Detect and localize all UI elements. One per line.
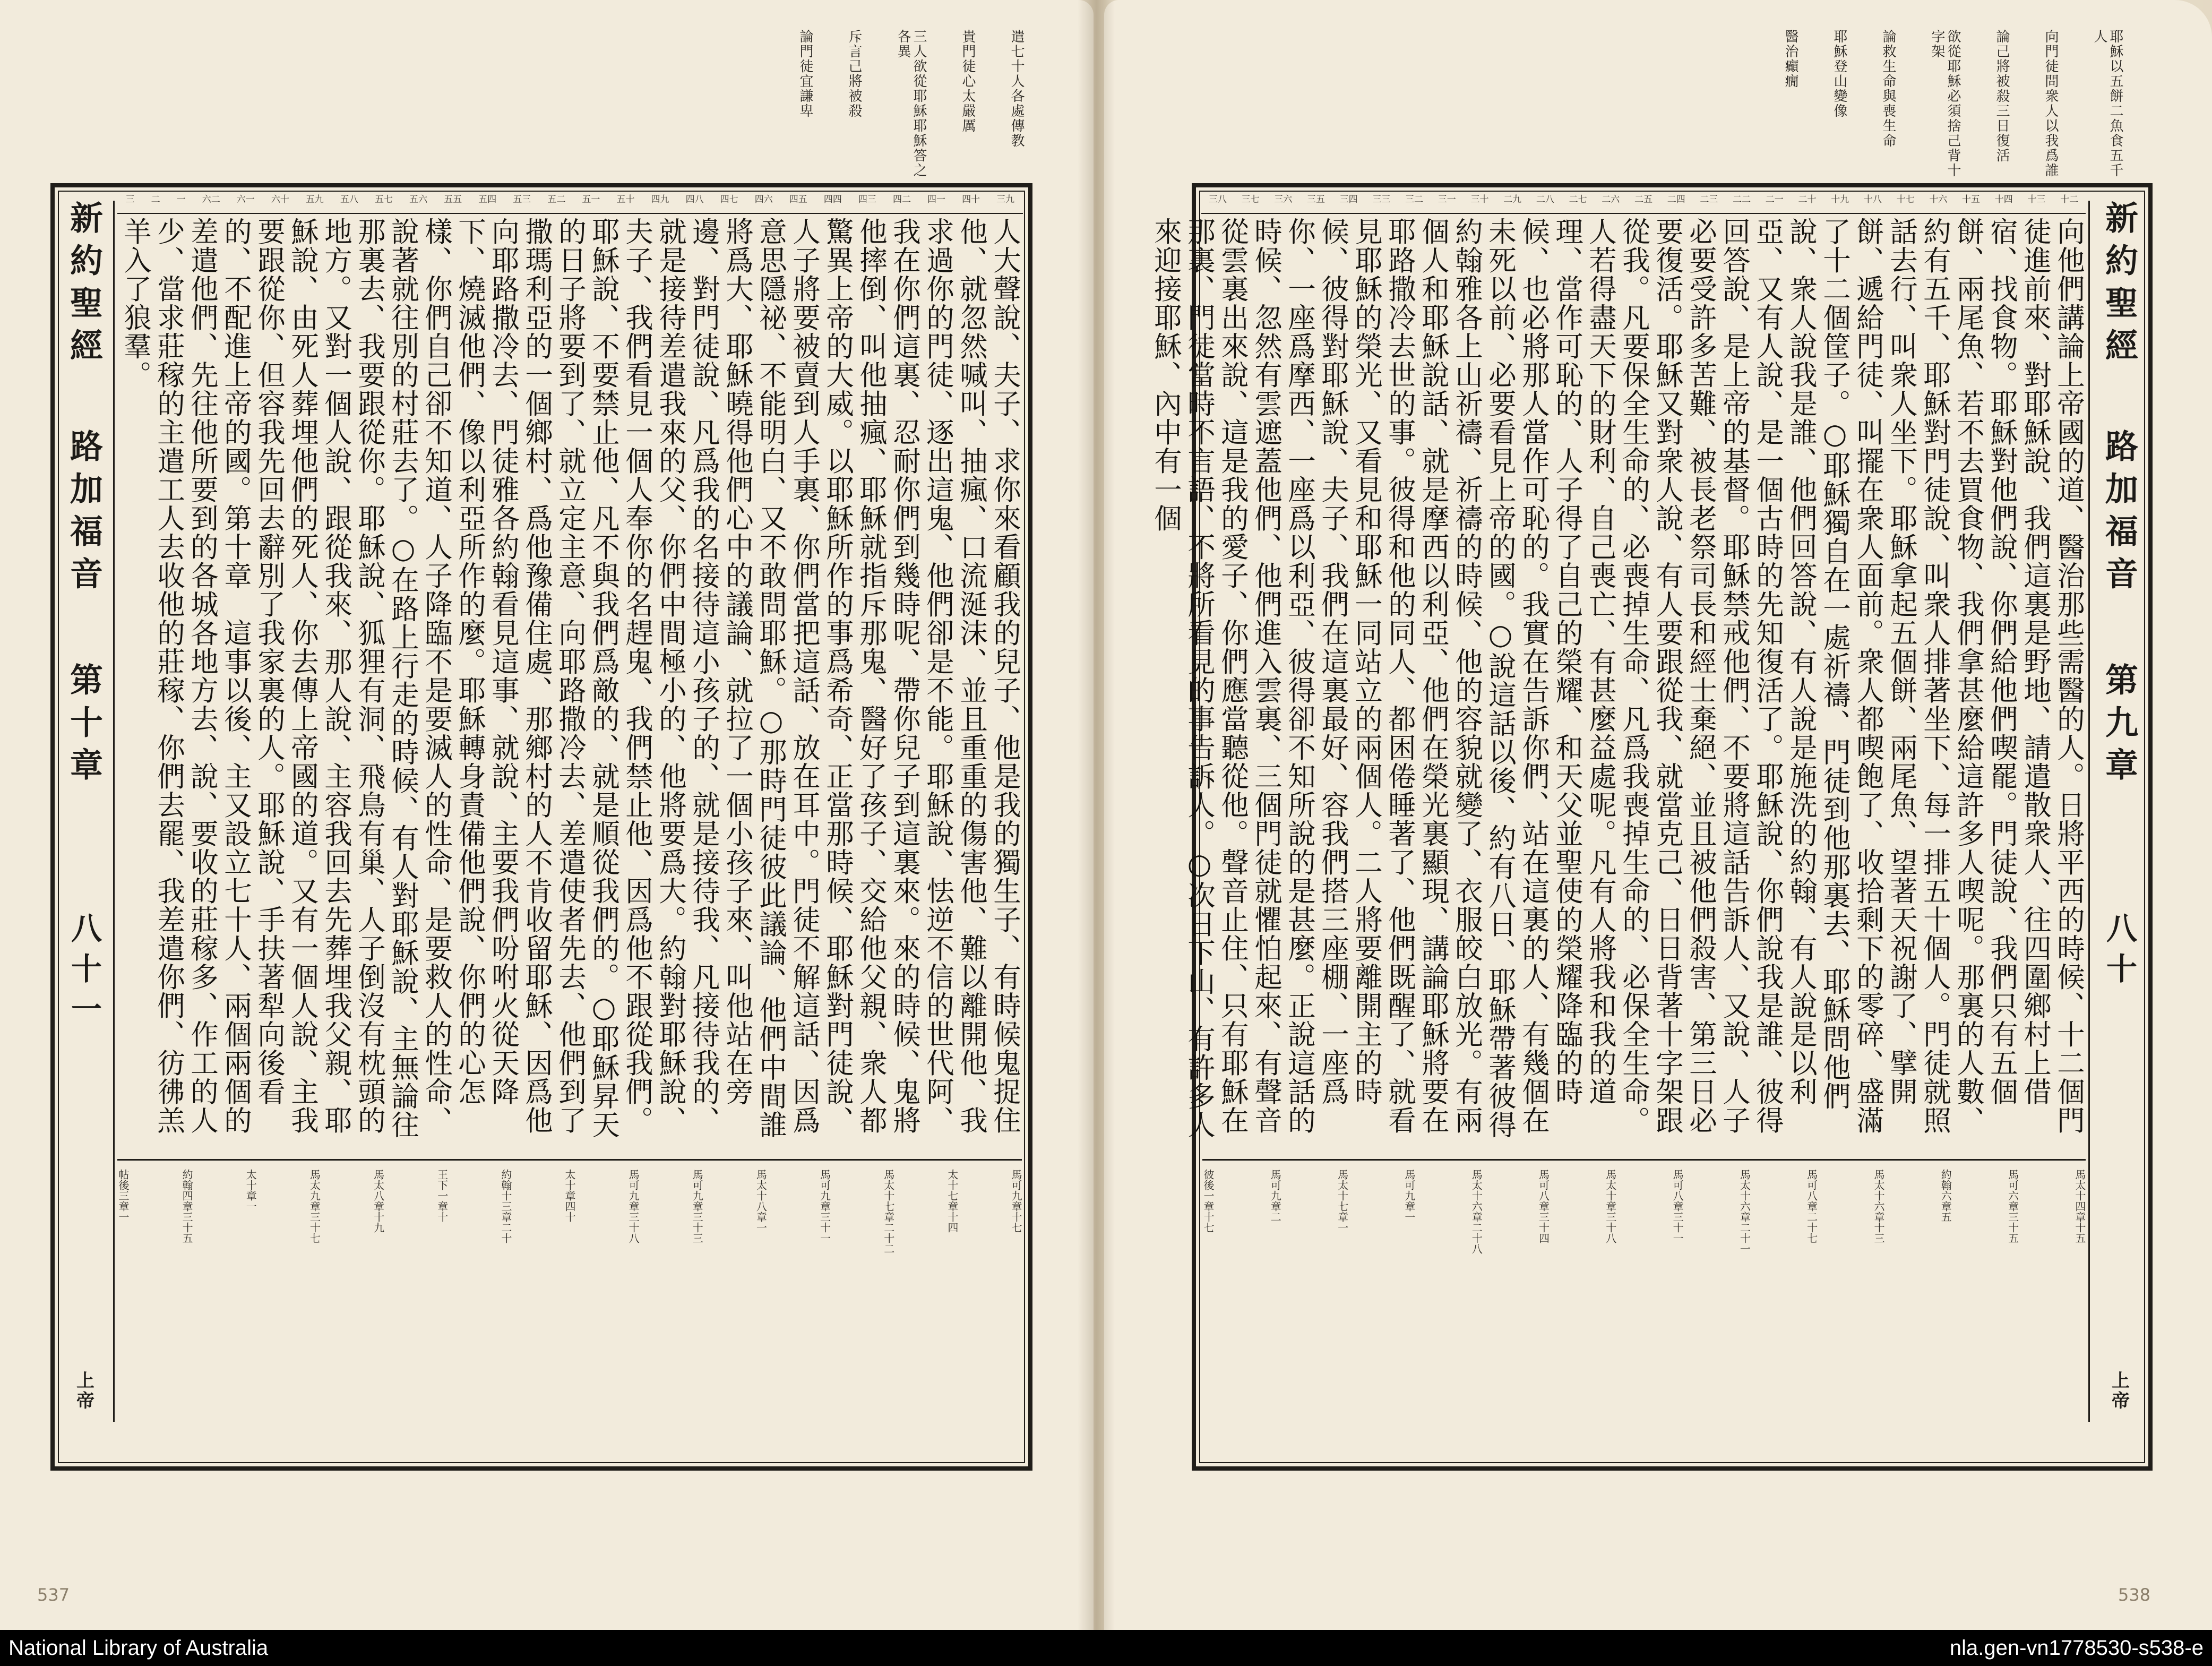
verse-number: 三一 <box>1438 194 1456 205</box>
verse-number: 十二 <box>2060 194 2079 205</box>
verse-number: 十五 <box>1962 194 1981 205</box>
cross-reference: 王下一章十 <box>435 1169 449 1222</box>
verse-number: 二八 <box>1536 194 1554 205</box>
cross-reference: 約翰六章五 <box>1939 1169 1952 1222</box>
marginal-note: 欲從耶穌必須捨己背十字架 <box>1929 29 1961 178</box>
page-number: 八十 <box>2101 912 2137 993</box>
chapter-title: 第九章 <box>2099 663 2139 790</box>
marginal-note: 論救生命與喪生命 <box>1880 29 1896 148</box>
verse-number: 二十 <box>1798 194 1817 205</box>
verse-number-strip <box>1201 192 2086 214</box>
verse-number: 五一 <box>582 194 600 205</box>
viewer-footer-bar <box>0 1630 2212 1666</box>
cross-reference: 太十七章十四 <box>945 1169 959 1233</box>
cross-reference: 太十章一 <box>244 1169 257 1212</box>
verse-number: 四二 <box>892 194 911 205</box>
verse-number: 十三 <box>2027 194 2046 205</box>
cross-ref-label: 上帝 <box>2108 1371 2130 1411</box>
gospel-title: 路加福音 <box>64 429 104 599</box>
image-identifier: nla.gen-vn1778530-s538-e <box>1949 1636 2204 1660</box>
verse-number: 二 <box>151 194 160 205</box>
verse-number: 五五 <box>444 194 462 205</box>
cross-reference: 約翰十三章二十 <box>499 1169 512 1243</box>
cross-reference: 馬太十七章一 <box>1336 1169 1349 1233</box>
marginal-note: 論己將被殺三日復活 <box>1994 29 2010 163</box>
verse-number: 二一 <box>1765 194 1784 205</box>
verse-number: 十七 <box>1896 194 1915 205</box>
cross-reference: 馬可九章三十三 <box>691 1169 704 1243</box>
cross-reference-strip <box>117 1159 1022 1462</box>
marginal-note: 遣七十人各處傳教 <box>1009 29 1025 148</box>
verse-number: 二三 <box>1700 194 1718 205</box>
verse-number-strip <box>117 192 1023 214</box>
cross-reference: 馬可九章十七 <box>1009 1169 1022 1233</box>
verse-number: 二六 <box>1602 194 1620 205</box>
verse-number: 四四 <box>823 194 842 205</box>
cross-reference: 馬太十八章一 <box>754 1169 768 1233</box>
left-text-frame <box>50 183 1032 1471</box>
cross-reference: 馬可九章三十一 <box>818 1169 831 1243</box>
cross-reference: 馬太八章十九 <box>372 1169 385 1233</box>
verse-number: 二二 <box>1733 194 1751 205</box>
verse-number: 四五 <box>789 194 807 205</box>
cross-reference: 太十章四十 <box>563 1169 576 1222</box>
cross-reference: 馬太十四章十五 <box>2073 1169 2086 1243</box>
cross-reference: 馬太十七章二十二 <box>882 1169 895 1254</box>
book-title: 新約聖經 <box>64 201 104 371</box>
cross-reference: 馬太十六章二十一 <box>1738 1169 1751 1254</box>
verse-number: 四十 <box>962 194 980 205</box>
cross-reference: 馬可九章三十八 <box>627 1169 640 1243</box>
verse-number: 三十 <box>1470 194 1489 205</box>
cross-reference: 馬可六章三十五 <box>2006 1169 2019 1243</box>
book-title: 新約聖經 <box>2099 201 2139 371</box>
right-marginal-notes <box>1221 29 2123 178</box>
marginal-note: 三人欲從耶穌耶穌答之各異 <box>895 29 927 178</box>
verse-number: 六十 <box>271 194 289 205</box>
right-folio-number: 538 <box>2118 1585 2151 1605</box>
verse-number: 五三 <box>513 194 531 205</box>
cross-reference-strip <box>1202 1159 2086 1462</box>
left-folio-number: 537 <box>37 1585 70 1605</box>
page-number: 八十一 <box>66 912 102 1033</box>
verse-number: 五十 <box>616 194 635 205</box>
right-scripture-text: 向他們講論上帝國的道、醫治那些需醫的人。日將平西的時候、十二個門徒進前來、對耶穌說、我們這裏是野地、請遣散衆人、往四圍鄉村上借宿、找食物。耶穌對他們說、你們給他們喫罷。門徒說、我們只有五個餅、兩尾魚、若不去買食物、我們拿甚麼給這許多人喫呢。那裏的人數、約有五千、耶穌對門徒說、叫衆人排著坐下、每一排五十個人。門徒就照話去行、叫衆人坐下。耶穌拿起五個餅、兩尾魚、望著天祝謝了、擘開餅、遞給門徒、叫擺在衆人面前。衆人都喫飽了、收拾剩下的零碎、盛滿了十二個筐子。○耶穌獨自在一處祈禱、門徒到他那裏去、耶穌問他們說、衆人說我是誰、他們回答說、有人說是施洗的約翰、有人說是以利亞、又有人說、是一個古時的先知復活了。耶穌說、你們說我是誰、彼得回答說、是上帝的基督。耶穌禁戒他們、不要將這話告訴人、又說、人子必要受許多苦難、被長老祭司長和經士棄絕、並且被他們殺害、第三日必要復活。耶穌又對衆人說、有人要跟從我、就當克己、日日背著十字架跟從我。凡要保全生命的、必喪掉生命、凡爲我喪掉生命的、必保全生命。人若得盡天下的財利、自己喪亡、有甚麼益處呢。凡有人將我和我的道理、當作可恥的、人子得了自己的榮耀、和天父並聖使的榮耀降臨的時候、也必將那人當作可恥的。我實在告訴你們、站在這裏的人、有幾個在未死以前、必要看見上帝的國。○說這話以後、約有八日、耶穌帶著彼得約翰雅各上山祈禱、祈禱的時候、他的容貌就變了、衣服皎白放光。有兩個人和耶穌說話、就是摩西以利亞、他們在榮光裏顯現、講論耶穌將要在耶路撒冷去世的事。彼得和他的同人、都困倦睡著了、他們既醒了、就看見耶穌的榮光、又看見和耶穌一同站立的兩個人。二人將要離開主的時候、彼得對耶穌說、夫子、我們在這裏最好、容我們搭三座棚、一座爲你、一座爲摩西、一座爲以利亞、彼得卻不知所說的是甚麼。正說這話的時候、忽然有雲遮蓋他們、他們進入雲裏、三個門徒就懼怕起來、有聲音從雲裏出來說、這是我的愛子、你們應當聽從他。聲音止住、只有耶穌在那裏、門徒當時不言語、不將所看見的事告訴人。○次日下山、有許多人來迎接耶穌、內中有一個 <box>1150 217 2085 1139</box>
left-marginal-notes <box>175 29 1025 178</box>
cross-ref-label: 上帝 <box>73 1371 94 1411</box>
marginal-note: 耶穌登山變像 <box>1831 29 1847 118</box>
marginal-note: 耶穌以五餅二魚食五千人 <box>2091 29 2123 178</box>
verse-number: 三四 <box>1339 194 1358 205</box>
verse-number: 二五 <box>1634 194 1652 205</box>
marginal-note: 斥言己將被殺 <box>846 29 862 118</box>
cross-reference: 馬可八章三十四 <box>1537 1169 1550 1243</box>
right-running-head <box>2088 201 2148 1422</box>
verse-number: 三 <box>125 194 135 205</box>
verse-number: 五九 <box>305 194 324 205</box>
verse-number: 十六 <box>1929 194 1948 205</box>
chapter-title: 第十章 <box>64 663 104 790</box>
verse-number: 三三 <box>1372 194 1391 205</box>
verse-number: 二四 <box>1667 194 1685 205</box>
verse-number: 二九 <box>1503 194 1522 205</box>
verse-number: 三九 <box>996 194 1015 205</box>
verse-number: 三五 <box>1306 194 1325 205</box>
cross-reference: 馬太十章三十八 <box>1604 1169 1617 1243</box>
verse-number: 五四 <box>478 194 497 205</box>
marginal-note: 論門徒宜謙卑 <box>797 29 813 118</box>
verse-number: 五七 <box>375 194 393 205</box>
library-credit: National Library of Australia <box>8 1636 269 1660</box>
cross-reference: 馬太十六章十三 <box>1872 1169 1885 1243</box>
verse-number: 四一 <box>927 194 946 205</box>
cross-reference: 馬可九章一 <box>1402 1169 1416 1222</box>
verse-number: 一 <box>176 194 186 205</box>
cross-reference: 馬可八章二十七 <box>1805 1169 1818 1243</box>
cross-reference: 帖後三章一 <box>117 1169 130 1222</box>
verse-number: 三二 <box>1405 194 1424 205</box>
cross-reference: 彼後一章十七 <box>1202 1169 1215 1233</box>
verse-number: 十八 <box>1863 194 1882 205</box>
left-scripture-text: 人大聲說、夫子、求你來看顧我的兒子、他是我的獨生子、有時候鬼捉住他、就忽然喊叫、抽瘋、口流涎沫、並且重重的傷害他、難以離開他、我求過你的門徒、逐出這鬼、他們卻是不能。耶穌說、怯逆不信的世代阿、我在你們這裏、忍耐你們到幾時呢、帶你兒子到這裏來。來的時候、鬼將他摔倒、叫他抽瘋、耶穌就指斥那鬼、醫好了孩子、交給他父親、衆人都驚異上帝的大威。以耶穌所作的事爲希奇、正當那時候、耶穌對門徒說、人子將要被賣到人手裏、你們當把這話、放在耳中。門徒不解這話、因爲意思隱祕、不能明白、又不敢問耶穌。○那時門徒彼此議論、他們中間誰將爲大、耶穌曉得他們心中的議論、就拉了一個小孩子來、叫他站在旁邊、對門徒說、凡爲我的名接待這小孩子的、就是接待我、凡接待我的、就是接待差遣我來的父、你們中間極小的、他將要爲大。約翰對耶穌說、夫子、我們看見一個人奉你的名趕鬼、我們禁止他、因爲他不跟從我們。耶穌說、不要禁止他、凡不與我們爲敵的、就是順從我們的。○耶穌昇天的日子將要到了、就立定主意、向耶路撒冷去、差遣使者先去、他們到了撒瑪利亞的一個鄉村、爲他豫備住處、那鄉村的人不肯收留耶穌、因爲他向耶路撒冷去、門徒雅各約翰看見這事、就說、主要我們吩咐火從天降下、燒滅他們、像以利亞所作的麼。耶穌轉身責備他們說、你們的心怎樣、你們自己卻不知道、人子降臨不是要滅人的性命、是要救人的性命、說著就往別的村莊去了。○在路上行走的時候、有人對耶穌說、主無論往那裏去、我要跟從你。耶穌說、狐狸有洞、飛鳥有巢、人子倒沒有枕頭的地方。又對一個人說、跟從我來、那人說、主容我回去先葬埋我父親、耶穌說、由死人葬埋他們的死人、你去傳上帝國的道。又有一個人說、主我要跟從你、但容我先回去辭別了我家裏的人。耶穌說、手扶著犁向後看的、不配進上帝的國。第十章 這事以後、主又設立七十人、兩個兩個的差遣他們、先往他所要到的各城各地方去、說、要收的莊稼多、作工的人少、當求莊稼的主遣工人去收他的莊稼、你們去罷、我差遣你們、彷彿羔羊入了狼羣。 <box>119 217 1021 1139</box>
cross-reference: 馬可九章二 <box>1269 1169 1282 1222</box>
cross-reference: 馬可八章三十一 <box>1671 1169 1684 1243</box>
verse-number: 五八 <box>340 194 358 205</box>
cross-reference: 約翰四章三十五 <box>180 1169 194 1243</box>
verse-number: 四六 <box>754 194 773 205</box>
marginal-note: 向門徒問衆人以我爲誰 <box>2043 29 2059 178</box>
marginal-note: 醫治癲癇 <box>1783 29 1798 89</box>
verse-number: 五六 <box>409 194 428 205</box>
verse-number: 六二 <box>202 194 220 205</box>
verse-number: 四七 <box>720 194 738 205</box>
verse-number: 二七 <box>1569 194 1587 205</box>
verse-number: 十九 <box>1831 194 1849 205</box>
verse-number: 六一 <box>236 194 255 205</box>
verse-number: 三七 <box>1241 194 1260 205</box>
right-text-frame <box>1150 183 2153 1471</box>
verse-number: 三六 <box>1274 194 1293 205</box>
verse-number: 四九 <box>651 194 669 205</box>
verse-number: 五二 <box>547 194 566 205</box>
verse-number: 四三 <box>858 194 876 205</box>
gospel-title: 路加福音 <box>2099 429 2139 599</box>
cross-reference: 馬太九章三十七 <box>308 1169 321 1243</box>
verse-number: 三八 <box>1208 194 1227 205</box>
book-gutter <box>1078 0 1115 1630</box>
left-running-head <box>55 201 115 1422</box>
verse-number: 十四 <box>1994 194 2013 205</box>
cross-reference: 馬太十六章二十八 <box>1470 1169 1483 1254</box>
marginal-note: 貴門徒心太嚴厲 <box>960 29 976 133</box>
verse-number: 四八 <box>685 194 704 205</box>
